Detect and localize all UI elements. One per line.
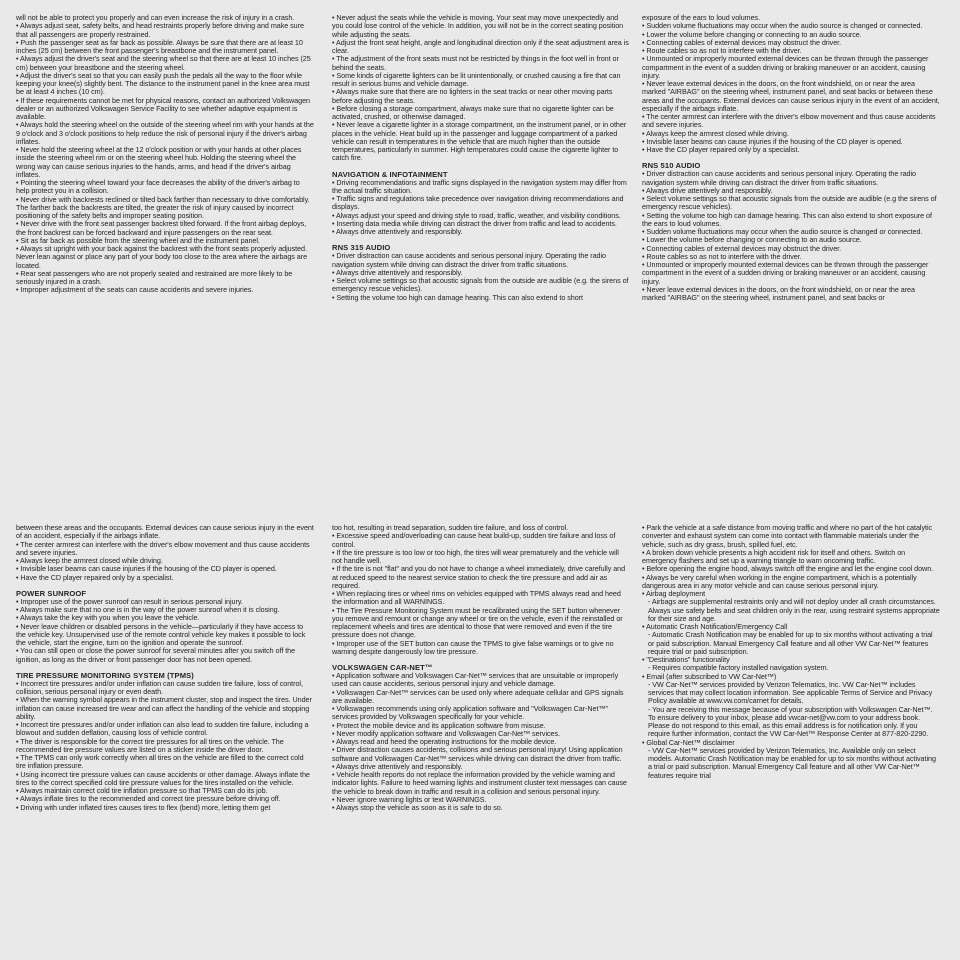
sub-paragraph: - Automatic Crash Notification may be enabled for up to six months without activating a trial or paid subscription. Manual Emergency Call feature and all other VW Car-Net™ features require trial or paid subscription. [648, 630, 933, 656]
paragraph: • Driving with under inflated tires causes tires to flex (bend) more, letting them get [16, 802, 271, 812]
paragraph: • Global Car-Net™ disclaimer [642, 737, 735, 747]
paragraph: • Adjust the front seat height, angle and longitudinal direction only if the seat adjustment area is clear. [332, 37, 629, 55]
section-heading: TIRE PRESSURE MONITORING SYSTEM (TPMS) [16, 670, 194, 680]
paragraph: • Application software and Volkswagen Car-Net™ services that are unsuitable or improperly used can cause accidents, serious personal injury and vehicle damage. [332, 671, 619, 689]
paragraph: • Never leave children or disabled persons in the vehicle—particularly if they have access to the vehicle key. Unsupervised use of the remote control vehicle key makes it possible to lock the vehicle, start the engine, turn on the ignition and operate the sunroof. [16, 621, 306, 647]
paragraph: • Lower the volume before changing or connecting to an audio source. [642, 235, 862, 245]
paragraph: • Adjust the driver's seat so that you can easily push the pedals all the way to the floor while keeping your knee(s) slightly bent. The distance to the instrument panel in the knee area must be at least 4 inches (10 cm). [16, 70, 310, 97]
paragraph: • Vehicle health reports do not replace the information provided by the vehicle warning and indicator lights. Failure to heed warning lights and instrument cluster text messages can cause the vehicle to break down in traffic and result in a collision and serious personal injury. [332, 770, 627, 796]
paragraph: • Never leave external devices in the doors, on the front windshield, on or near the area marked "AIRBAG" on the steering wheel, instrument panel, and seat backs or [642, 284, 915, 302]
sub-paragraph: - VW Car-Net™ services provided by Verizon Telematics, Inc. VW Car-Net™ includes services that may collect location information. See applicable Terms of Service and Privacy Policy available at www.vw.com/carnet for details. [648, 679, 933, 706]
paragraph: • Always adjust seat, safety belts, and head restraints properly before driving and make sure that all passengers are properly restrained. [16, 21, 304, 39]
paragraph: • The center armrest can interfere with the driver's elbow movement and thus cause accidents and severe injuries. [16, 539, 310, 557]
paragraph: • Connecting cables of external devices may obstruct the driver. [642, 243, 842, 253]
paragraph: • Always maintain correct cold tire inflation pressure so that TPMS can do its job. [16, 786, 268, 795]
bottom-column-1 [16, 524, 314, 954]
paragraph: • Never modify application software and Volkswagen Car-Net™ services. [332, 728, 560, 738]
paragraph: • Rear seat passengers who are not properly seated and restrained are more likely to be seriously injured in a crash. [16, 268, 293, 286]
paragraph: • Always keep the armrest closed while driving. [16, 556, 163, 565]
paragraph: • Route cables so as not to interfere with the driver. [642, 46, 802, 55]
paragraph: • Always sit upright with your back against the backrest with the front seats properly adjusted. Never lean against or place any part of your body too close to the area where the airbags are located. [16, 244, 308, 270]
paragraph: • Always adjust your speed and driving style to road, traffic, weather, and visibility conditions. [332, 210, 621, 220]
paragraph: • Always inflate tires to the recommended and correct tire pressure before driving off. [16, 794, 281, 804]
paragraph: • Always drive attentively and responsibly. [642, 185, 773, 195]
section-heading: NAVIGATION & INFOTAINMENT [332, 169, 448, 179]
paragraph: • Never ignore warning lights or text WARNINGS. [332, 794, 487, 804]
paragraph: • Sudden volume fluctuations may occur when the audio source is changed or connected. [642, 21, 923, 31]
paragraph: • Never leave a cigarette lighter in a storage compartment, on the instrument panel, or in other places in the vehicle. Heat build up in the passenger and luggage compartment of a parked vehicle can result in temperatures in the vehicle that are much higher than the outside temperatures, particularly in summer. High temperatures could cause the cigarette lighter to catch fire. [332, 120, 627, 163]
section-heading: POWER SUNROOF [16, 588, 87, 598]
paragraph: • Never leave external devices in the doors, on the front windshield, on or near the area marked "AIRBAG" on the steering wheel, instrument panel, and seat backs or between these areas and the occupants. External devices can cause serious injury in the event of an accident, especially if the airbags inflate. [642, 79, 940, 113]
paragraph: • Never adjust the seats while the vehicle is moving. Your seat may move unexpectedly and you could lose control of the vehicle. In addition, you will not be in the correct seating position while adjusting the seats. [332, 14, 624, 39]
paragraph: • Unmounted or improperly mounted external devices can be thrown through the passenger compartment in the event of a sudden driving or braking maneuver or an accident, causing injury. [642, 54, 929, 80]
paragraph: • Pointing the steering wheel toward your face decreases the ability of the driver's airbag to help protect you in a collision. [16, 178, 300, 196]
paragraph: • Volkswagen Car-Net™ services can be used only where adequate cellular and GPS signals are available. [332, 687, 624, 705]
sub-paragraph: - Airbags are supplemental restraints only and will not deploy under all crash circumstances. Always use safety belts and seat children only in the rear, using restraint systems appropriate for their size and age. [648, 597, 940, 623]
paragraph: • Protect the mobile device and its application software from misuse. [332, 720, 546, 730]
top-column-2 [332, 14, 630, 434]
paragraph: • Excessive speed and/overloading can cause heat build-up, sudden tire failure and loss of control. [332, 531, 616, 549]
paragraph: • Have the CD player repaired only by a specialist. [16, 572, 174, 582]
paragraph: • Always take the key with you when you leave the vehicle. [16, 613, 200, 623]
paragraph: • Always hold the steering wheel on the outside of the steering wheel rim with your hands at the 9 o'clock and 3 o'clock positions to help reduce the risk of personal injury if the driver's airbag inflates. [16, 120, 314, 146]
paragraph: • Always make sure that there are no lighters in the seat tracks or near other moving parts before adjusting the seats. [332, 87, 613, 105]
paragraph: will not be able to protect you properly and can even increase the risk of injury in a crash. [16, 14, 295, 22]
paragraph: • "Destinations" functionality [642, 655, 730, 664]
paragraph: • Always read and heed the operating instructions for the mobile device. [332, 737, 557, 746]
paragraph: • If the tire is not "flat" and you do not have to change a wheel immediately, drive carefully and at reduced speed to the nearest service station to check the tire pressure and add air as required. [332, 564, 626, 590]
paragraph: • Always drive attentively and responsibly. [332, 267, 463, 277]
paragraph: exposure of the ears to loud volumes. [642, 14, 761, 22]
top-column-3 [642, 14, 940, 434]
paragraph: • You can still open or close the power sunroof for several minutes after you switch off the ignition, as long as the driver or front passenger door has not been opened. [16, 646, 296, 664]
paragraph: • Always drive attentively and responsibly. [332, 227, 463, 236]
paragraph: • Setting the volume too high can damage hearing. This can also extend to short exposure of the ears to loud volumes. [642, 210, 932, 228]
section-heading: RNS 315 AUDIO [332, 243, 391, 253]
paragraph: • Connecting cables of external devices may obstruct the driver. [642, 37, 842, 47]
sub-paragraph: - VW Car-Net™ services provided by Verizon Telematics, Inc. Available only on select models. Automatic Crash Notification may be enabled for up to six months without activating a trial or paid subscription. Manual Emergency Call feature and all other VW Car-Net™ features require trial [648, 745, 936, 780]
paragraph: • Inserting data media while driving can distract the driver from traffic and lead to accidents. [332, 218, 617, 228]
paragraph: between these areas and the occupants. External devices can cause serious injury in the event of an accident, especially if the airbags inflate. [16, 524, 314, 541]
paragraph: • Unmounted or improperly mounted external devices can be thrown through the passenger compartment in the event of a sudden driving or braking maneuver or an accident, causing injury. [642, 260, 929, 286]
paragraph: • Driver distraction can cause accidents and serious personal injury. Operating the radio navigation system while driving can distract the driver from traffic situations. [642, 169, 916, 187]
paragraph: • Have the CD player repaired only by a specialist. [642, 145, 800, 154]
paragraph: • Never drive with the front seat passenger backrest tilted forward. If the front airbag deploys, the front backrest can be forced backward and injure passengers on the rear seat. [16, 219, 307, 237]
paragraph: too hot, resulting in tread separation, sudden tire failure, and loss of control. [332, 524, 569, 532]
paragraph: • Improper adjustment of the seats can cause accidents and severe injuries. [16, 285, 254, 295]
paragraph: • The Tire Pressure Monitoring System must be recalibrated using the SET button whenever you remove and remount or change any wheel or tire on the vehicle, even if the reinstalled or replacement wheels and tires are identical to those that were removed and even if the tire pressure does not change. [332, 605, 623, 640]
section-heading: VOLKSWAGEN CAR-NET™ [332, 663, 433, 672]
paragraph: • Setting the volume too high can damage hearing. This can also extend to short [332, 292, 583, 302]
paragraph: • Lower the volume before changing or connecting to an audio source. [642, 29, 862, 39]
paragraph: • Invisible laser beams can cause injuries if the housing of the CD player is opened. [16, 564, 277, 574]
paragraph: • Always be very careful when working in the engine compartment, which is a potentially dangerous area in any motor vehicle and can cause serious personal injury. [642, 572, 917, 590]
paragraph: • If the tire pressure is too low or too high, the tires will wear prematurely and the vehicle will not handle well. [332, 547, 619, 565]
paragraph: • Never drive with backrests reclined or tilted back farther than necessary to drive comfortably. The farther back the backrests are tilted, the greater the risk of injury caused by incorrect positioning of the safety belts and improper seating position. [16, 194, 310, 220]
paragraph: • The driver is responsible for the correct tire pressures for all tires on the vehicle. The recommended tire pressure values are listed on a sticker inside the driver door. [16, 736, 284, 754]
paragraph: • Improper use of the SET button can cause the TPMS to give false warnings or to give no warning despite dangerously low tire pressure. [332, 638, 614, 656]
paragraph: • Always stop the vehicle as soon as it is safe to do so. [332, 803, 503, 812]
paragraph: • Incorrect tire pressures and/or under inflation can also lead to sudden tire failure, including a blowout and sudden deflation, causing loss of vehicle control. [16, 720, 309, 738]
paragraph: • Before closing a storage compartment, always make sure that no cigarette lighter can be activated, crushed, or otherwise damaged. [332, 103, 614, 121]
paragraph: • If these requirements cannot be met for physical reasons, contact an authorized Volkswagen dealer or an authorized Volkswagen Service Facility to see whether adaptive equipment is available. [16, 95, 310, 121]
paragraph: • The TPMS can only work correctly when all tires on the vehicle are filled to the correct cold tire inflation pressure. [16, 753, 304, 771]
paragraph: • The center armrest can interfere with the driver's elbow movement and thus cause accidents and severe injuries. [642, 112, 936, 130]
paragraph: • A broken down vehicle presents a high accident risk for itself and others. Switch on emergency flashers and set up a warning triangle to warn oncoming traffic. [642, 547, 906, 565]
paragraph: • Automatic Crash Notification/Emergency Call [642, 622, 788, 631]
paragraph: • Using incorrect tire pressure values can cause accidents or other damage. Always inflate the tires to the correct specified cold tire pressure values for the tires installed on the vehicle. [16, 769, 310, 787]
paragraph: • Select volume settings so that acoustic signals from the outside are audible (e.g. the sirens of emergency rescue vehicles). [332, 276, 629, 294]
paragraph: • Push the passenger seat as far back as possible. Always be sure that there are at least 10 inches (25 cm) between the front passenger's breastbone and the instrument panel. [16, 37, 303, 55]
paragraph: • When the warning symbol appears in the instrument cluster, stop and inspect the tires. Under inflation can cause increased tire wear and can affect the handling of the vehicle and stopping ability. [16, 695, 312, 721]
paragraph: • Route cables so as not to interfere with the driver. [642, 251, 802, 261]
paragraph: • Sit as far back as possible from the steering wheel and the instrument panel. [16, 235, 260, 245]
paragraph: • Traffic signs and regulations take precedence over navigation driving recommendations and displays. [332, 194, 624, 212]
paragraph: • Park the vehicle at a safe distance from moving traffic and where no part of the hot catalytic converter and exhaust system can come into contact with flammable materials under the vehicle, such as dry grass, brush, spilled fuel, etc. [642, 524, 933, 549]
paragraph: • Always adjust the driver's seat and the steering wheel so that there are at least 10 inches (25 cm) between your breastbone and the steering wheel. [16, 54, 311, 72]
section-heading: RNS 510 AUDIO [642, 161, 701, 171]
paragraph: • When replacing tires or wheel rims on vehicles equipped with TPMS always read and heed the information and all WARNINGS. [332, 589, 621, 607]
bottom-column-2 [332, 524, 630, 954]
paragraph: • The adjustment of the front seats must not be restricted by things in the foot well in front or behind the seats. [332, 54, 619, 72]
paragraph: • Before opening the engine hood, always switch off the engine and let the engine cool down. [642, 564, 934, 574]
paragraph: • Some kinds of cigarette lighters can be lit unintentionally, or crushed causing a fire that can result in serious burns and vehicle damage. [332, 70, 621, 88]
bottom-column-3 [642, 524, 940, 954]
paragraph: • Sudden volume fluctuations may occur when the audio source is changed or connected. [642, 227, 923, 236]
paragraph: • Incorrect tire pressures and/or under inflation can cause sudden tire failure, loss of control, collision, serious personal injury or even death. [16, 678, 303, 696]
paragraph: • Select volume settings so that acoustic signals from the outside are audible (e.g the sirens of emergency rescue vehicles). [642, 194, 937, 212]
paragraph: • Driving recommendations and traffic signs displayed in the navigation system may differ from the actual traffic situation. [332, 177, 627, 195]
paragraph: • Driver distraction can cause accidents and serious personal injury. Operating the radio navigation system while driving can distract the driver from traffic situations. [332, 251, 606, 269]
paragraph: • Always make sure that no one is in the way of the power sunroof when it is closing. [16, 605, 280, 614]
paragraph: • Invisible laser beams can cause injuries if the housing of the CD player is opened. [642, 136, 903, 146]
paragraph: • Always drive attentively and responsibly. [332, 761, 463, 771]
paragraph: • Email (after subscribed to VW Car-Net™) [642, 671, 777, 681]
paragraph: • Driver distraction causes accidents, collisions and serious personal injury! Using application software and Volkswagen Car-Net™ services while driving can distract the driver from traffic. [332, 745, 623, 763]
top-column-1 [16, 14, 314, 434]
paragraph: • Improper use of the power sunroof can result in serious personal injury. [16, 596, 243, 606]
paragraph: • Never hold the steering wheel at the 12 o'clock position or with your hands at other places inside the steering wheel rim or on the steering wheel hub. Holding the steering wheel the wrong way can cause serious injuries to the hands, arms, and head if the driver's airbag inflates. [16, 145, 302, 179]
sub-paragraph: - You are receiving this message because of your subscription with Volkswagen Car-Net™. To ensure delivery to your inbox, please add vwcar-net@vw.com to your address book. Please do not respond to this email, as this email address is for notification only. If you require further information, contact the VW Car-Net™ Response Center at 877-820-2290. [648, 704, 933, 739]
paragraph: • Airbag deployment [642, 589, 706, 598]
paragraph: • Always keep the armrest closed while driving. [642, 128, 789, 138]
paragraph: • Volkswagen recommends using only application software and "Volkswagen Car-Net™" services provided by Volkswagen specifically for your vehicle. [332, 704, 609, 722]
sub-paragraph: - Requires compatible factory installed navigation system. [648, 663, 829, 673]
